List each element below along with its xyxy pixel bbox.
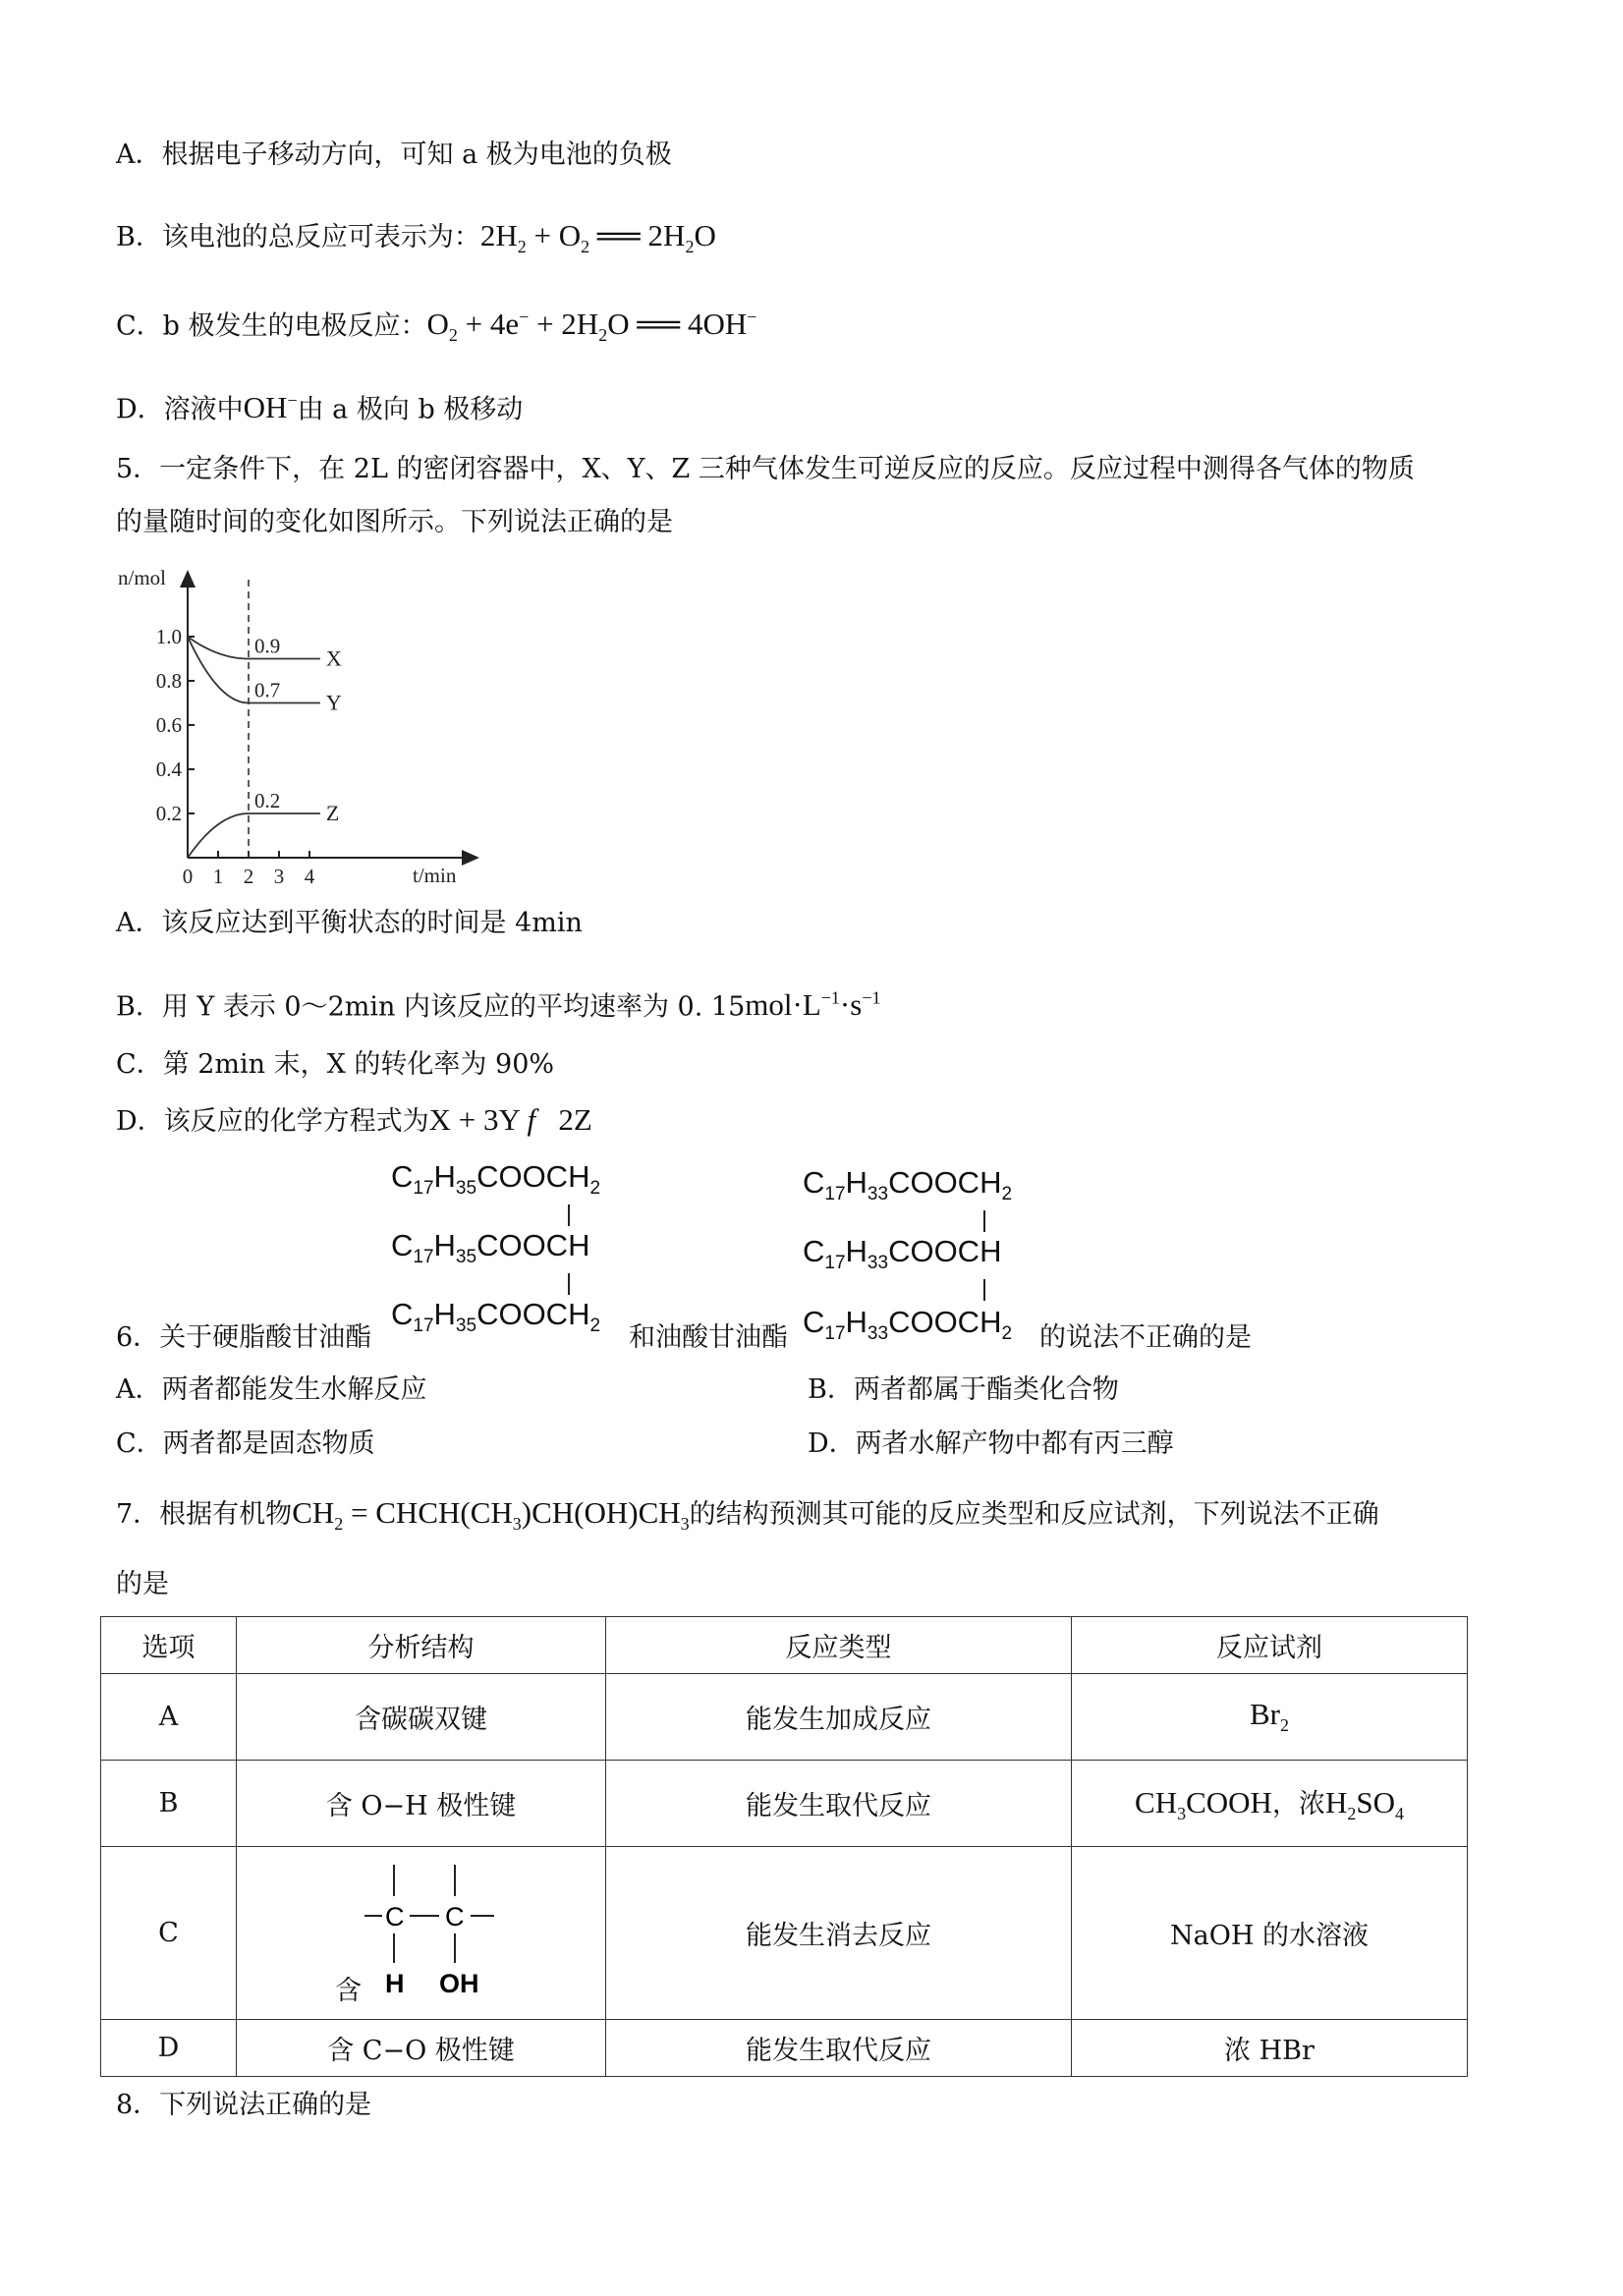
row-reagent: 浓 HBr	[1072, 2020, 1468, 2077]
series-line-z	[188, 813, 320, 858]
olein-structure: $C_{17}H_{33}COOCH_2$ $C_{17}H_{33}COOCH$ $C_{17}H_{33}COOCH_2$	[803, 1165, 1013, 1345]
header-type: 反应类型	[606, 1617, 1072, 1674]
row-reagent: NaOH 的水溶液	[1072, 1847, 1468, 2020]
x-tick-label: 1	[212, 865, 224, 888]
q5-option-d	[116, 1102, 592, 1140]
q4-option-b	[116, 218, 716, 264]
table-row	[101, 1761, 1468, 1847]
q7-formula: $CH_2$ = $CHCH(CH_3)CH(OH)CH_3$	[292, 1495, 690, 1535]
svg-text:C: C	[445, 1902, 465, 1932]
q4-option-d-pre: D．溶液中	[116, 394, 244, 425]
table-header-row	[101, 1617, 1468, 1674]
q7-stem-line2: 的是	[116, 1569, 169, 1599]
q4-option-a: A．根据电子移动方向，可知 a 极为电池的负极	[116, 140, 672, 170]
q4-option-d	[116, 383, 523, 427]
series-name-z: Z	[325, 801, 340, 825]
row-structure: 含 C−O 极性键	[237, 2020, 606, 2077]
q6-stem-post: 的说法不正确的是	[1039, 1322, 1252, 1353]
structure-prefix: 含	[335, 1976, 362, 2006]
table-row	[101, 1674, 1468, 1761]
row-option: A	[101, 1674, 237, 1761]
q6-stem-pre: 6．关于硬脂酸甘油酯	[116, 1322, 372, 1353]
plateau-label-y: 0.7	[254, 678, 281, 702]
q5-option-d-equation: X + 3Y f 2Z	[428, 1102, 592, 1137]
q6-option-d: D．两者水解产物中都有丙三醇	[808, 1428, 1174, 1459]
y-tick-label: 0.4	[155, 757, 182, 781]
table-row	[101, 1847, 1468, 2020]
header-option: 选项	[101, 1617, 237, 1674]
q8-stem: 8．下列说法正确的是	[116, 2090, 372, 2120]
x-axis-label: t/min	[413, 864, 457, 887]
plateau-label-x: 0.9	[254, 634, 281, 658]
q7-stem-post: 的结构预测其可能的反应类型和反应试剂，下列说法不正确	[689, 1499, 1379, 1530]
q6-option-a: A．两者都能发生水解反应	[116, 1374, 427, 1405]
x-tick-label: 4	[304, 865, 315, 888]
row-type: 能发生取代反应	[606, 2020, 1072, 2077]
svg-text:C: C	[385, 1902, 405, 1932]
q5-option-a: A．该反应达到平衡状态的时间是 4min	[116, 908, 583, 938]
q6-option-b: B．两者都属于酯类化合物	[808, 1374, 1119, 1405]
y-tick-label: 0.6	[155, 713, 182, 737]
q5-stem-line1: 5．一定条件下，在 2L 的密闭容器中，X、Y、Z 三种气体发生可逆反应的反应。反应过程中测得各气体的物质	[116, 454, 1415, 484]
stearin-structure: $C_{17}H_{35}COOCH_2$ $C_{17}H_{35}COOCH$ $C_{17}H_{35}COOCH_2$	[391, 1159, 601, 1337]
q6-stem-mid: 和油酸甘油酯	[629, 1322, 788, 1353]
table-row	[101, 2020, 1468, 2077]
hydroxide-ion: OH−	[243, 390, 298, 425]
q7-stem-pre: 7．根据有机物	[116, 1499, 293, 1530]
y-tick-label: 0.8	[155, 669, 182, 693]
row-structure: 含 O−H 极性键	[237, 1761, 606, 1847]
x-tick-label: 2	[243, 865, 254, 888]
q4-option-c	[116, 300, 756, 354]
q5-chart	[98, 558, 491, 892]
q6-option-c: C．两者都是固态物质	[116, 1428, 375, 1459]
row-type: 能发生取代反应	[606, 1761, 1072, 1847]
q4-option-b-prefix: B．该电池的总反应可表示为：	[116, 222, 480, 252]
y-tick-label: 1.0	[155, 625, 182, 648]
q5-option-b	[116, 980, 880, 1025]
q5-option-d-prefix: D．该反应的化学方程式为	[116, 1106, 429, 1137]
row-structure	[237, 1847, 606, 2020]
series-name-x: X	[325, 645, 342, 671]
q4-option-d-post: 由 a 极向 b 极移动	[297, 394, 524, 425]
svg-text:OH: OH	[439, 1969, 479, 1998]
row-reagent: $CH_3COOH$，浓$H_2SO_4$	[1072, 1761, 1468, 1847]
q4-option-b-equation: $2H_2 + O_2$ ══ $2H_2O$	[479, 218, 716, 257]
row-type: 能发生加成反应	[606, 1674, 1072, 1761]
q5-option-c: C．第 2min 末，X 的转化率为 90%	[116, 1049, 555, 1080]
x-tick-label: 3	[273, 865, 285, 888]
row-type: 能发生消去反应	[606, 1847, 1072, 2020]
q5-stem-line2: 的量随时间的变化如图所示。下列说法正确的是	[116, 507, 673, 537]
q7-table	[100, 1616, 1468, 2077]
x-tick-label: 0	[182, 865, 194, 888]
q5-option-b-prefix: B．用 Y 表示 0～2min 内该反应的平均速率为 0. 15	[116, 991, 746, 1023]
header-reagent: 反应试剂	[1072, 1617, 1468, 1674]
header-structure: 分析结构	[237, 1617, 606, 1674]
svg-text:H: H	[385, 1969, 405, 1998]
q4-option-c-equation: $O_2 + 4e^- + 2H_2O$ ══ 4OH−	[426, 307, 757, 346]
plateau-label-z: 0.2	[254, 789, 281, 812]
series-name-y: Y	[325, 690, 342, 715]
q4-option-c-prefix: C．b 极发生的电极反应：	[116, 310, 427, 342]
row-reagent: $Br_2$	[1072, 1674, 1468, 1761]
rate-unit: $mol\cdot L^{-1}\cdot s^{-1}$	[745, 987, 881, 1023]
y-tick-label: 0.2	[155, 802, 182, 825]
row-option: D	[101, 2020, 237, 2077]
q7-stem	[116, 1495, 1379, 1541]
row-option: C	[101, 1847, 237, 2020]
c-c-h-oh-structure	[355, 1857, 512, 2004]
y-axis-label: n/mol	[118, 566, 167, 589]
row-option: B	[101, 1761, 237, 1847]
row-structure: 含碳碳双键	[237, 1674, 606, 1761]
